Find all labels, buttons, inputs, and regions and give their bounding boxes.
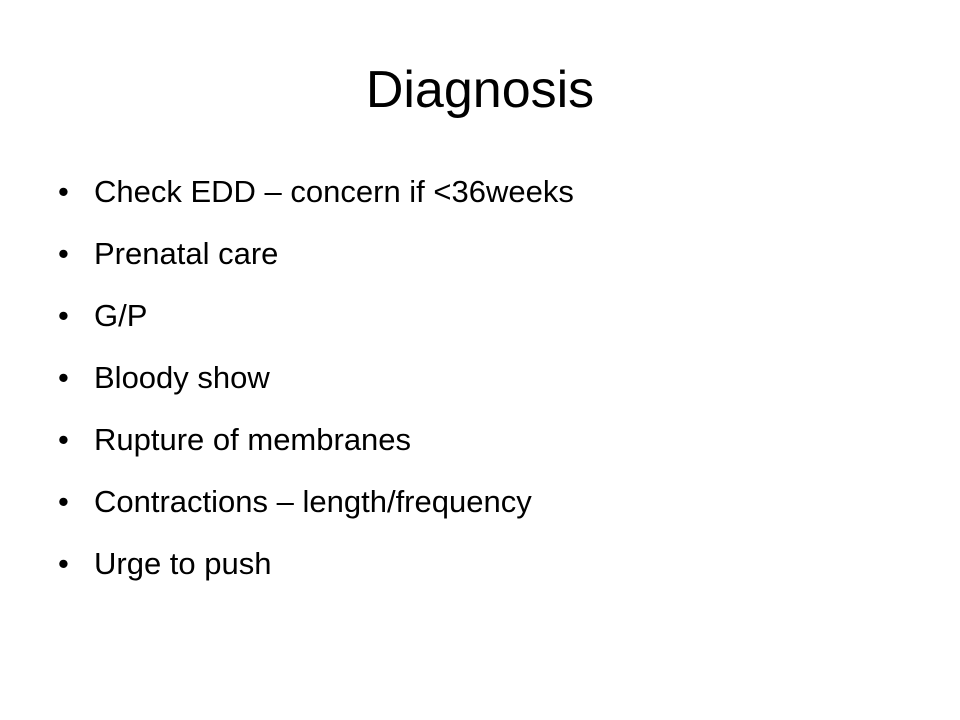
bullet-text: Urge to push (94, 546, 272, 581)
bullet-item (58, 360, 918, 396)
bullet-item (58, 174, 918, 210)
bullet-text: G/P (94, 298, 148, 333)
bullet-marker: • (58, 484, 69, 519)
bullet-item (58, 484, 918, 520)
bullet-marker: • (58, 298, 69, 333)
bullet-marker: • (58, 546, 69, 581)
bullet-list (58, 174, 918, 608)
bullet-text: Rupture of membranes (94, 422, 412, 457)
bullet-marker: • (58, 174, 69, 209)
bullet-item (58, 546, 918, 582)
bullet-marker: • (58, 236, 69, 271)
bullet-text: Check EDD – concern if <36weeks (94, 174, 574, 209)
bullet-marker: • (58, 360, 69, 395)
bullet-marker: • (58, 422, 69, 457)
bullet-item (58, 298, 918, 334)
bullet-text: Contractions – length/frequency (94, 484, 532, 519)
bullet-item (58, 422, 918, 458)
bullet-item (58, 236, 918, 272)
bullet-text: Prenatal care (94, 236, 279, 271)
slide-title: Diagnosis (365, 61, 595, 119)
bullet-text: Bloody show (94, 360, 270, 395)
